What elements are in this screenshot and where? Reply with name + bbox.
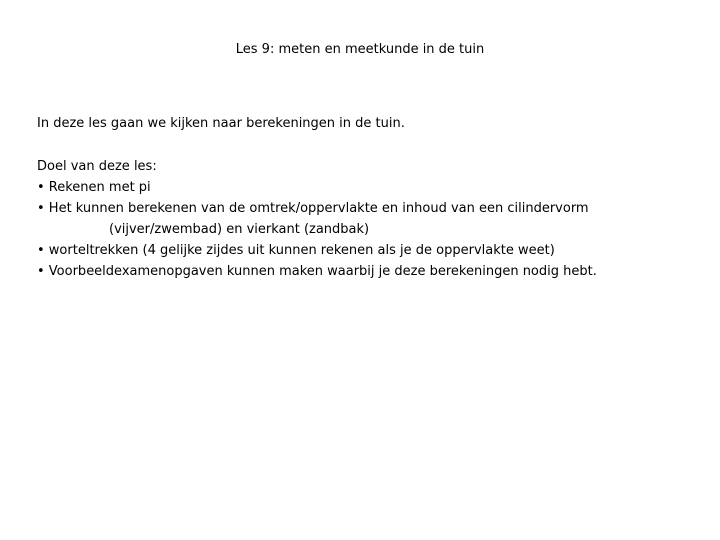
goal-item-square-root: • worteltrekken (4 gelijke zijdes uit kunnen rekenen als je de oppervlakte weet) [37,243,555,258]
slide-body [37,113,707,282]
goal-item-exam-practice: • Voorbeeldexamenopgaven kunnen maken waarbij je deze berekeningen nodig hebt. [37,264,597,279]
goal-item-cylinder-continued: (vijver/zwembad) en vierkant (zandbak) [109,222,370,237]
goal-item-pi: • Rekenen met pi [37,180,151,195]
intro-text: In deze les gaan we kijken naar berekeningen in de tuin. [37,116,405,131]
paragraph-spacer [37,134,707,156]
goal-item-cylinder: • Het kunnen berekenen van de omtrek/oppervlakte en inhoud van een cilindervorm [37,201,589,216]
slide-title: Les 9: meten en meetkunde in de tuin [235,42,485,57]
goals-heading: Doel van deze les: [37,159,157,174]
